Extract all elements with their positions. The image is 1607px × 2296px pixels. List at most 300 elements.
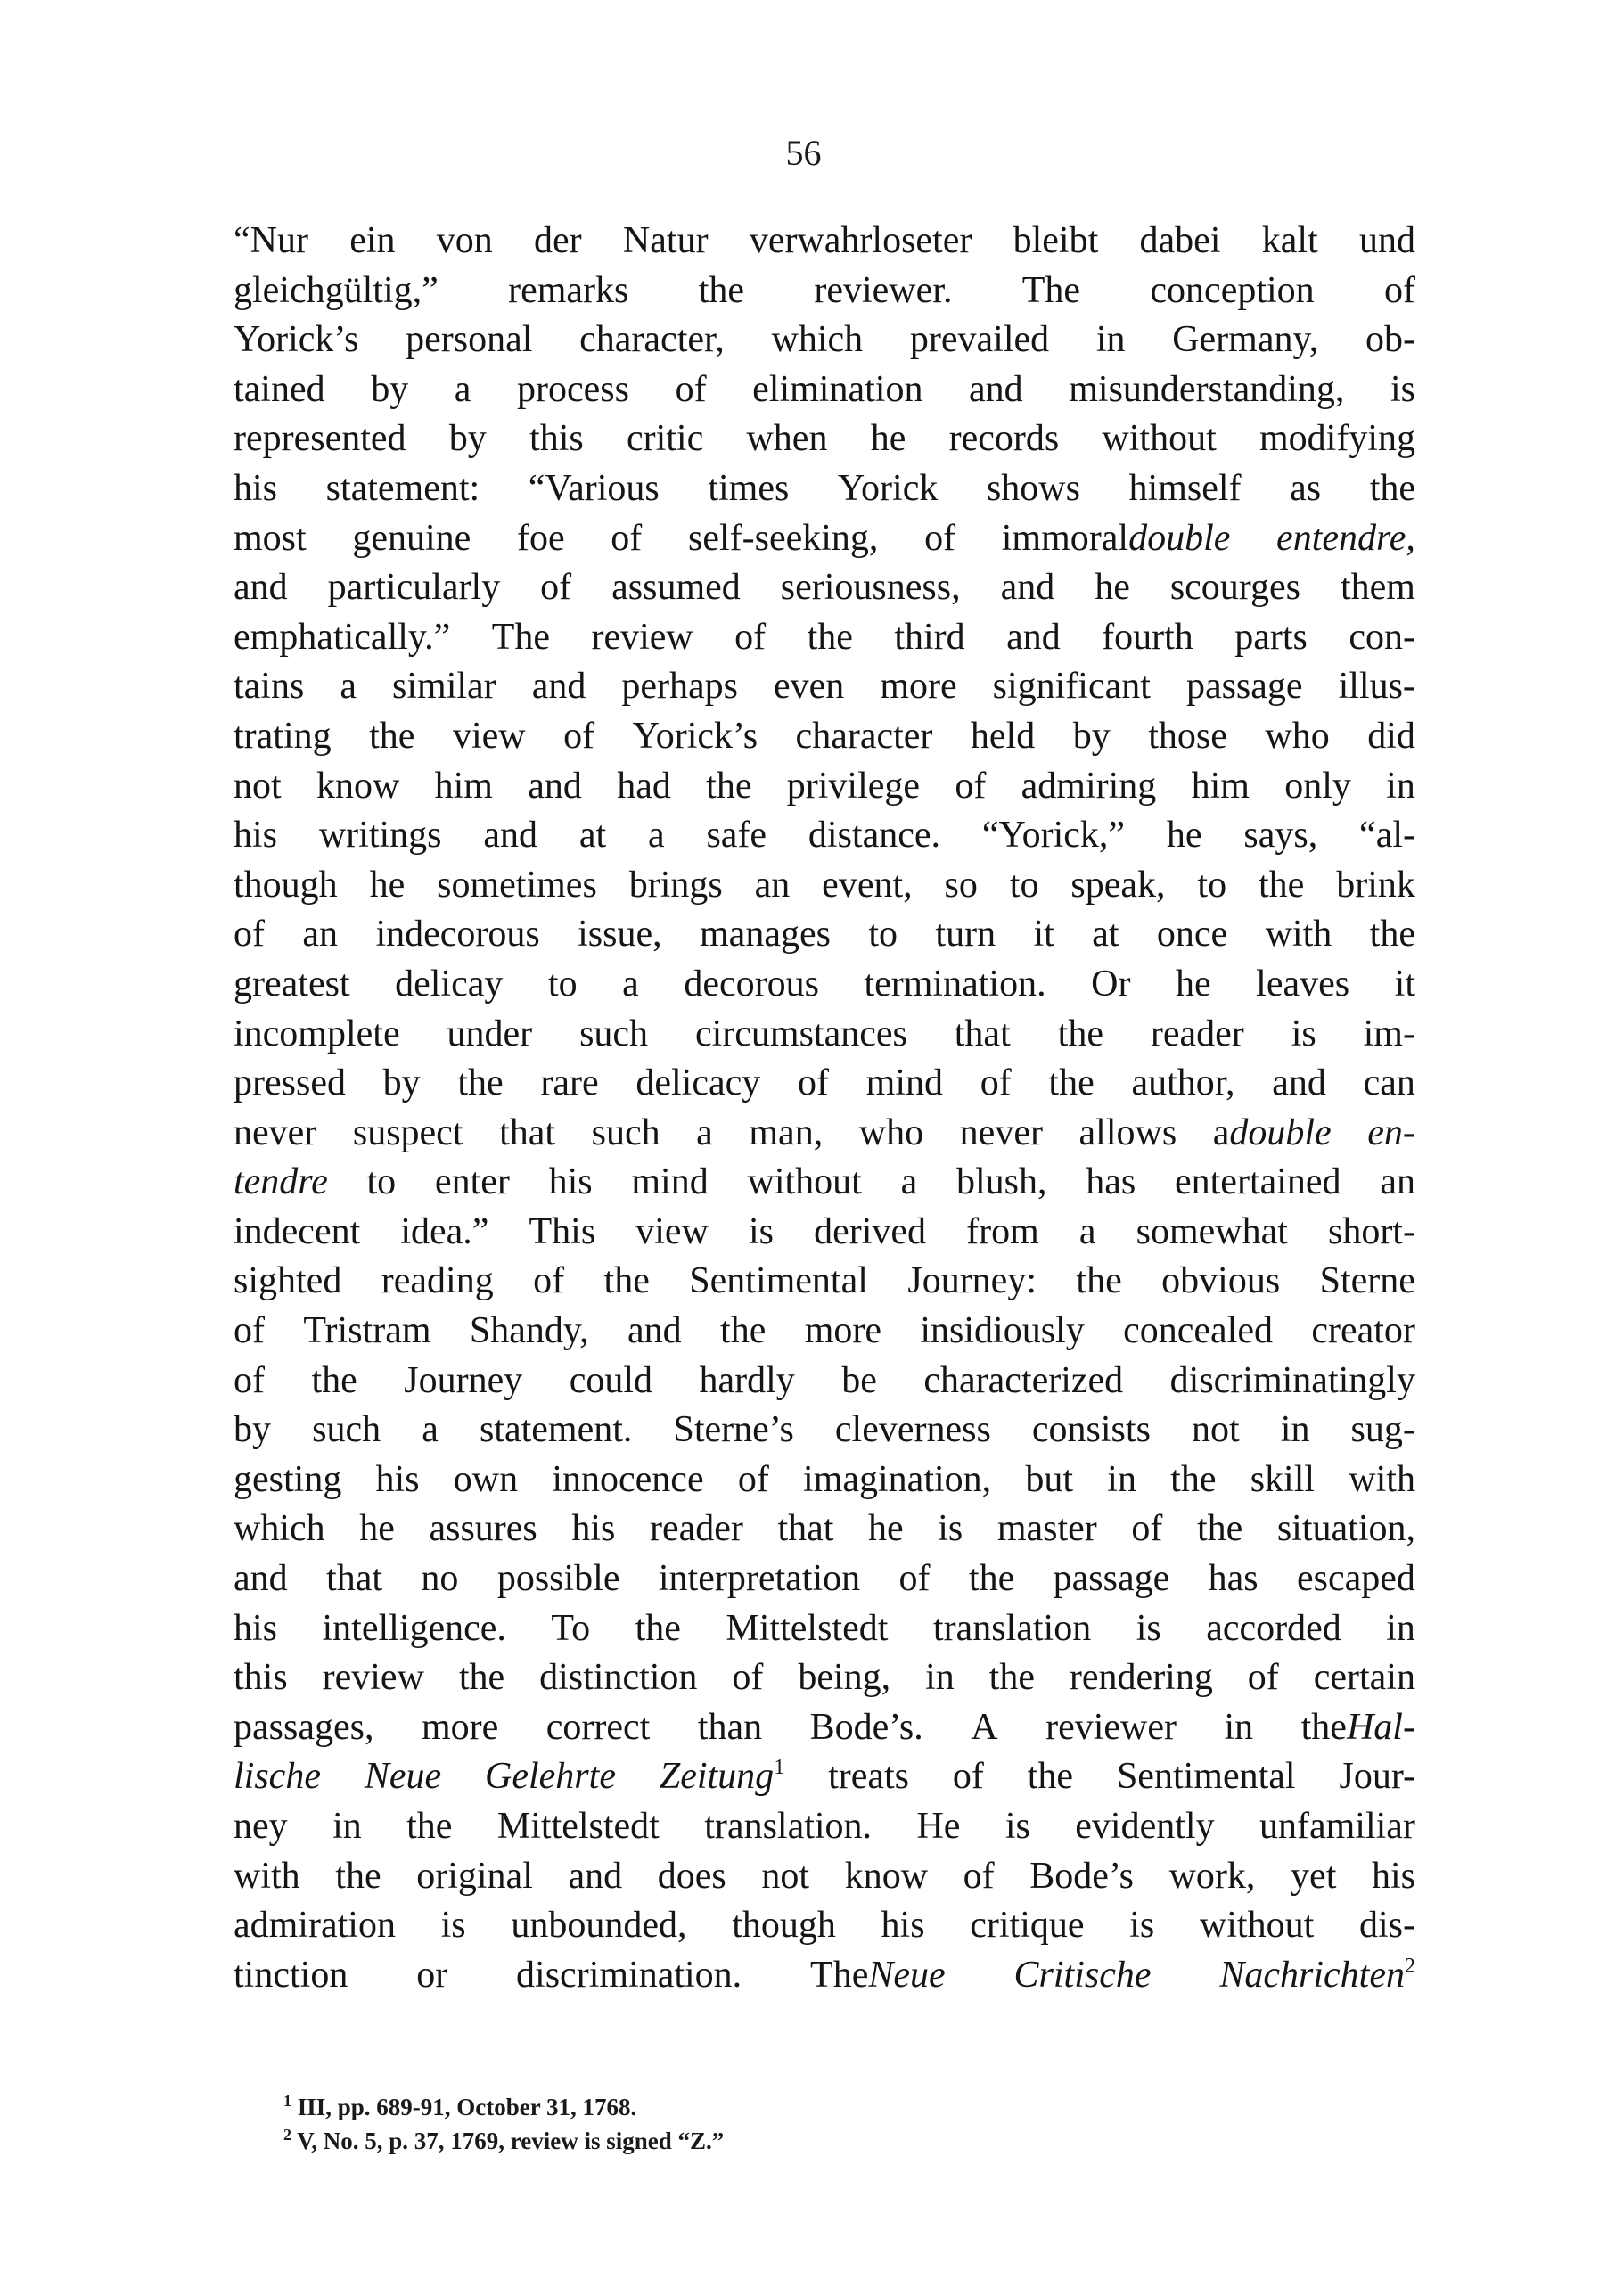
word: be	[841, 1359, 877, 1401]
word: the	[369, 715, 415, 757]
word: master	[996, 1508, 1097, 1550]
word: gleichgültig,”	[234, 269, 439, 311]
text-line	[234, 762, 1415, 812]
word: ney	[234, 1806, 288, 1847]
word: safe	[706, 815, 767, 857]
word: yet	[1291, 1855, 1337, 1897]
word: of	[234, 1359, 265, 1401]
word: translation.	[704, 1806, 873, 1847]
word: character	[795, 715, 933, 757]
word: hardly	[699, 1359, 795, 1401]
word: reviewer.	[814, 269, 953, 311]
word: characterized	[923, 1359, 1124, 1401]
text-line	[234, 414, 1415, 464]
word: statement.	[479, 1409, 633, 1451]
word: only	[1284, 765, 1351, 807]
text-line	[234, 514, 1415, 564]
text-line	[234, 1554, 1415, 1604]
text-line	[234, 1456, 1415, 1505]
word: and	[483, 815, 537, 857]
word: he	[1175, 963, 1211, 1004]
text-line	[234, 1257, 1415, 1307]
word: mind	[631, 1161, 709, 1203]
word: self-seeking,	[687, 517, 879, 559]
word: at	[1092, 914, 1119, 955]
word: character,	[579, 319, 725, 361]
word: trating	[234, 715, 332, 757]
word: a	[340, 666, 357, 708]
word: event,	[822, 864, 913, 906]
word: when	[746, 418, 828, 460]
word: an	[754, 864, 791, 906]
word: derived	[814, 1210, 927, 1252]
word: Bode’s	[1029, 1855, 1134, 1897]
word: to	[1197, 864, 1227, 906]
word: turn	[935, 914, 996, 955]
word: reader	[1150, 1013, 1244, 1054]
text-line	[234, 1653, 1415, 1703]
word: in	[1224, 1706, 1254, 1748]
word: did	[1367, 715, 1415, 757]
word: blush,	[955, 1161, 1047, 1203]
word: of	[540, 567, 572, 609]
word: immoraldouble	[1001, 517, 1231, 559]
text-line	[234, 613, 1415, 663]
word: is	[440, 1905, 466, 1947]
word: A	[971, 1706, 998, 1748]
word: the	[1048, 1062, 1095, 1104]
word: his	[881, 1905, 925, 1947]
word: held	[970, 715, 1036, 757]
word: a	[622, 963, 639, 1004]
word: Sterne	[1319, 1260, 1415, 1302]
word: particularly	[327, 567, 501, 609]
word: the	[458, 1657, 505, 1699]
word: indecorous	[375, 914, 540, 955]
word: under	[447, 1013, 533, 1054]
word: of	[675, 368, 707, 410]
text-line	[234, 563, 1415, 613]
word: in	[1386, 765, 1415, 807]
word: und	[1358, 220, 1415, 261]
word: work,	[1168, 1855, 1256, 1897]
word: circumstances	[694, 1013, 907, 1054]
word: Natur	[622, 220, 709, 261]
word: without	[747, 1161, 862, 1203]
word: To	[551, 1607, 591, 1649]
word: to	[868, 914, 898, 955]
word: most	[234, 517, 307, 559]
word: man,	[749, 1111, 824, 1153]
footnote-text: V, No. 5, p. 37, 1769, review is signed “Z.”	[297, 2128, 725, 2154]
word: the	[720, 1310, 767, 1352]
word: of	[737, 1458, 769, 1500]
word: of	[732, 1657, 764, 1699]
text-line	[234, 1752, 1415, 1802]
text-line	[234, 960, 1415, 1010]
word: “al-	[1359, 815, 1415, 857]
text-line	[234, 1406, 1415, 1456]
word: he	[870, 418, 906, 460]
word: tains	[234, 666, 305, 708]
word: a	[900, 1161, 918, 1203]
word: tendre	[234, 1161, 328, 1203]
text-line	[234, 1703, 1415, 1753]
text-line	[234, 464, 1415, 514]
word: who	[858, 1111, 924, 1153]
word: and	[568, 1855, 623, 1897]
word: tained	[234, 368, 325, 410]
word: Critische	[1013, 1954, 1152, 1996]
word: This	[529, 1210, 596, 1252]
word: Shandy,	[469, 1310, 589, 1352]
word: never	[959, 1111, 1043, 1153]
word: his	[1371, 1855, 1415, 1897]
word: the	[1027, 1756, 1074, 1798]
word: own	[453, 1458, 519, 1500]
word: kalt	[1261, 220, 1318, 261]
footnote-2	[283, 2124, 1086, 2158]
word: Neue	[364, 1756, 442, 1798]
word: and	[627, 1310, 682, 1352]
word: of	[734, 616, 767, 658]
word: admiration	[234, 1905, 396, 1947]
word: and	[1000, 567, 1055, 609]
word: who	[1265, 715, 1330, 757]
text-line	[234, 1059, 1415, 1109]
text-line	[234, 365, 1415, 415]
word: allows	[1078, 1111, 1177, 1153]
word: and	[1272, 1062, 1326, 1104]
word: and	[234, 1558, 288, 1600]
word: sug-	[1350, 1409, 1415, 1451]
text-line	[234, 217, 1415, 266]
word: “Yorick,”	[981, 815, 1126, 857]
text-line	[234, 1951, 1415, 2001]
word: idea.”	[400, 1210, 489, 1252]
word: short-	[1327, 1210, 1415, 1252]
text-line	[234, 266, 1415, 316]
word: incomplete	[234, 1013, 400, 1054]
word: conception	[1150, 269, 1315, 311]
word: such	[591, 1111, 660, 1153]
text-line	[234, 1158, 1415, 1208]
word: such	[312, 1409, 381, 1451]
word: verwahrloseter	[749, 220, 972, 261]
word: distance.	[808, 815, 941, 857]
word: reading	[381, 1260, 494, 1302]
word: that	[777, 1508, 834, 1550]
word: passage	[1053, 1558, 1170, 1600]
word: pressed	[234, 1062, 346, 1104]
word: more	[421, 1706, 499, 1748]
word: of	[1384, 269, 1415, 311]
word: Sentimental	[689, 1260, 868, 1302]
word: by	[234, 1409, 271, 1451]
word: parts	[1234, 616, 1308, 658]
word: theHal-	[1300, 1706, 1415, 1748]
word: assures	[429, 1508, 537, 1550]
word: Journey	[404, 1359, 523, 1401]
word: of	[963, 1855, 995, 1897]
word: delicay	[395, 963, 504, 1004]
word: not	[234, 765, 282, 807]
word: from	[966, 1210, 1039, 1252]
word: as	[1290, 467, 1322, 509]
word: his	[234, 467, 278, 509]
word: Yorick	[837, 467, 939, 509]
word: represented	[234, 418, 406, 460]
footnote-text: III, pp. 689-91, October 31, 1768.	[297, 2094, 637, 2120]
word: adouble	[1212, 1111, 1332, 1153]
word: He	[916, 1806, 961, 1847]
word: manages	[700, 914, 831, 955]
word: en-	[1367, 1111, 1415, 1153]
text-line	[234, 1010, 1415, 1060]
word: the	[968, 1558, 1015, 1600]
word: is	[1136, 1607, 1161, 1649]
word: entertained	[1175, 1161, 1341, 1203]
word: situation,	[1276, 1508, 1415, 1550]
word: original	[416, 1855, 533, 1897]
word: a	[454, 368, 471, 410]
word: and	[234, 567, 288, 609]
word: Or	[1091, 963, 1131, 1004]
word: without	[1102, 418, 1217, 460]
word: to	[547, 963, 578, 1004]
word: the	[406, 1806, 453, 1847]
word: never	[234, 1111, 317, 1153]
word: in	[1095, 319, 1126, 361]
word: the	[706, 765, 752, 807]
text-line	[234, 1901, 1415, 1951]
word: speak,	[1070, 864, 1166, 906]
word: of	[533, 1260, 565, 1302]
word: illus-	[1338, 666, 1415, 708]
word: “Nur	[234, 220, 308, 261]
word: concealed	[1123, 1310, 1273, 1352]
word: issue,	[578, 914, 662, 955]
word: privilege	[786, 765, 921, 807]
word: reader	[649, 1508, 743, 1550]
word: modifying	[1259, 418, 1415, 460]
text-line	[234, 712, 1415, 762]
word: could	[569, 1359, 653, 1401]
word: The	[1021, 269, 1081, 311]
word: with	[1265, 914, 1332, 955]
word: can	[1363, 1062, 1415, 1104]
word: to	[366, 1161, 397, 1203]
word: the	[1259, 864, 1305, 906]
word: intelligence.	[322, 1607, 506, 1649]
word: admiring	[1021, 765, 1157, 807]
word: mind	[865, 1062, 944, 1104]
word: but	[1025, 1458, 1074, 1500]
word: Journey:	[907, 1260, 1037, 1302]
word: had	[617, 765, 671, 807]
word: them	[1340, 567, 1415, 609]
word: of	[898, 1558, 931, 1600]
word: perhaps	[621, 666, 738, 708]
word: imagination,	[803, 1458, 992, 1500]
word: it	[1394, 963, 1415, 1004]
word: him	[1191, 765, 1250, 807]
word: third	[894, 616, 965, 658]
word: Tristram	[303, 1310, 431, 1352]
text-line	[234, 1208, 1415, 1258]
word: skill	[1250, 1458, 1316, 1500]
word: the	[335, 1855, 381, 1897]
word: of	[1131, 1508, 1163, 1550]
word: personal	[406, 319, 533, 361]
word: by	[382, 1062, 421, 1104]
word: of	[952, 1756, 984, 1798]
word: the	[457, 1062, 504, 1104]
word: a	[696, 1111, 713, 1153]
word: he	[1095, 567, 1130, 609]
word: himself	[1128, 467, 1242, 509]
word: seriousness,	[780, 567, 961, 609]
word: is	[1129, 1905, 1155, 1947]
word: the	[1196, 1508, 1243, 1550]
word: rendering	[1069, 1657, 1213, 1699]
word: correct	[545, 1706, 651, 1748]
word: unbounded,	[511, 1905, 687, 1947]
word: passage	[1185, 666, 1303, 708]
word: his	[234, 1607, 278, 1649]
word: records	[948, 418, 1060, 460]
word: Sterne’s	[673, 1409, 794, 1451]
word: greatest	[234, 963, 350, 1004]
word: TheNeue	[810, 1954, 946, 1996]
word: leaves	[1256, 963, 1350, 1004]
word: he	[369, 864, 406, 906]
word: indecent	[234, 1210, 361, 1252]
word: and	[969, 368, 1023, 410]
word: emphatically.”	[234, 616, 451, 658]
word: Germany,	[1172, 319, 1319, 361]
word: von	[436, 220, 493, 261]
word: ein	[349, 220, 396, 261]
word: foe	[516, 517, 565, 559]
word: the	[1076, 1260, 1122, 1302]
word: the	[311, 1359, 357, 1401]
word: the	[698, 269, 745, 311]
word: sometimes	[437, 864, 597, 906]
word: of	[563, 715, 595, 757]
word: significant	[992, 666, 1151, 708]
word: con-	[1349, 616, 1415, 658]
word: an	[1380, 1161, 1415, 1203]
word: is	[1390, 368, 1415, 410]
word: rare	[540, 1062, 599, 1104]
word: is	[938, 1508, 963, 1550]
word: Bode’s.	[809, 1706, 923, 1748]
word: statement:	[325, 467, 480, 509]
word: brings	[628, 864, 723, 906]
word: he	[868, 1508, 904, 1550]
word: with	[1349, 1458, 1415, 1500]
word: of	[1247, 1657, 1279, 1699]
word: the	[1369, 914, 1415, 955]
word: this	[234, 1657, 288, 1699]
word: suspect	[352, 1111, 463, 1153]
word: interpretation	[658, 1558, 861, 1600]
word: no	[421, 1558, 459, 1600]
word: elimination	[752, 368, 923, 410]
word: Jour-	[1339, 1756, 1415, 1798]
word: more	[804, 1310, 881, 1352]
text-line	[234, 1505, 1415, 1554]
word: obvious	[1161, 1260, 1281, 1302]
word: being,	[798, 1657, 891, 1699]
word: Yorick’s	[234, 319, 359, 361]
word: unfamiliar	[1259, 1806, 1415, 1847]
word: a	[1078, 1210, 1096, 1252]
footnote-1	[283, 2090, 1086, 2124]
word: review	[591, 616, 693, 658]
word: know	[844, 1855, 929, 1897]
word: of	[611, 517, 643, 559]
word: more	[880, 666, 957, 708]
word: innocence	[552, 1458, 704, 1500]
text-line	[234, 1109, 1415, 1159]
footnote-marker: 1	[283, 2092, 291, 2110]
word: of	[797, 1062, 829, 1104]
word: the	[988, 1657, 1035, 1699]
word: enter	[434, 1161, 510, 1203]
word: distinction	[539, 1657, 698, 1699]
word: passages,	[234, 1706, 374, 1748]
word: is	[1291, 1013, 1316, 1054]
word: those	[1148, 715, 1227, 757]
word: by	[371, 368, 409, 410]
word: the	[1057, 1013, 1103, 1054]
word: prevailed	[909, 319, 1050, 361]
word: the	[1369, 467, 1415, 509]
word: delicacy	[635, 1062, 761, 1104]
word: genuine	[352, 517, 471, 559]
word: The	[491, 616, 551, 658]
word: of	[234, 914, 265, 955]
word: lische	[234, 1756, 321, 1798]
word: and	[528, 765, 582, 807]
word: “Various	[528, 467, 660, 509]
text-line	[234, 1802, 1415, 1852]
footnotes	[283, 2090, 1086, 2158]
word: has	[1086, 1161, 1136, 1203]
word: though	[234, 864, 338, 906]
word: review	[322, 1657, 424, 1699]
word: it	[1033, 914, 1054, 955]
word: certain	[1313, 1657, 1415, 1699]
word: says,	[1243, 815, 1318, 857]
word: somewhat	[1136, 1210, 1288, 1252]
word: and	[531, 666, 586, 708]
word: so	[944, 864, 978, 906]
word: Mittelstedt	[496, 1806, 660, 1847]
word: scourges	[1169, 567, 1301, 609]
word: tinction	[234, 1954, 348, 1996]
text-line	[234, 316, 1415, 365]
word: similar	[392, 666, 496, 708]
word: an	[302, 914, 339, 955]
word: writings	[318, 815, 442, 857]
word: im-	[1363, 1013, 1415, 1054]
word: author,	[1131, 1062, 1235, 1104]
word: Zeitung$^1$	[659, 1756, 785, 1798]
word: Mittelstedt	[726, 1607, 889, 1649]
